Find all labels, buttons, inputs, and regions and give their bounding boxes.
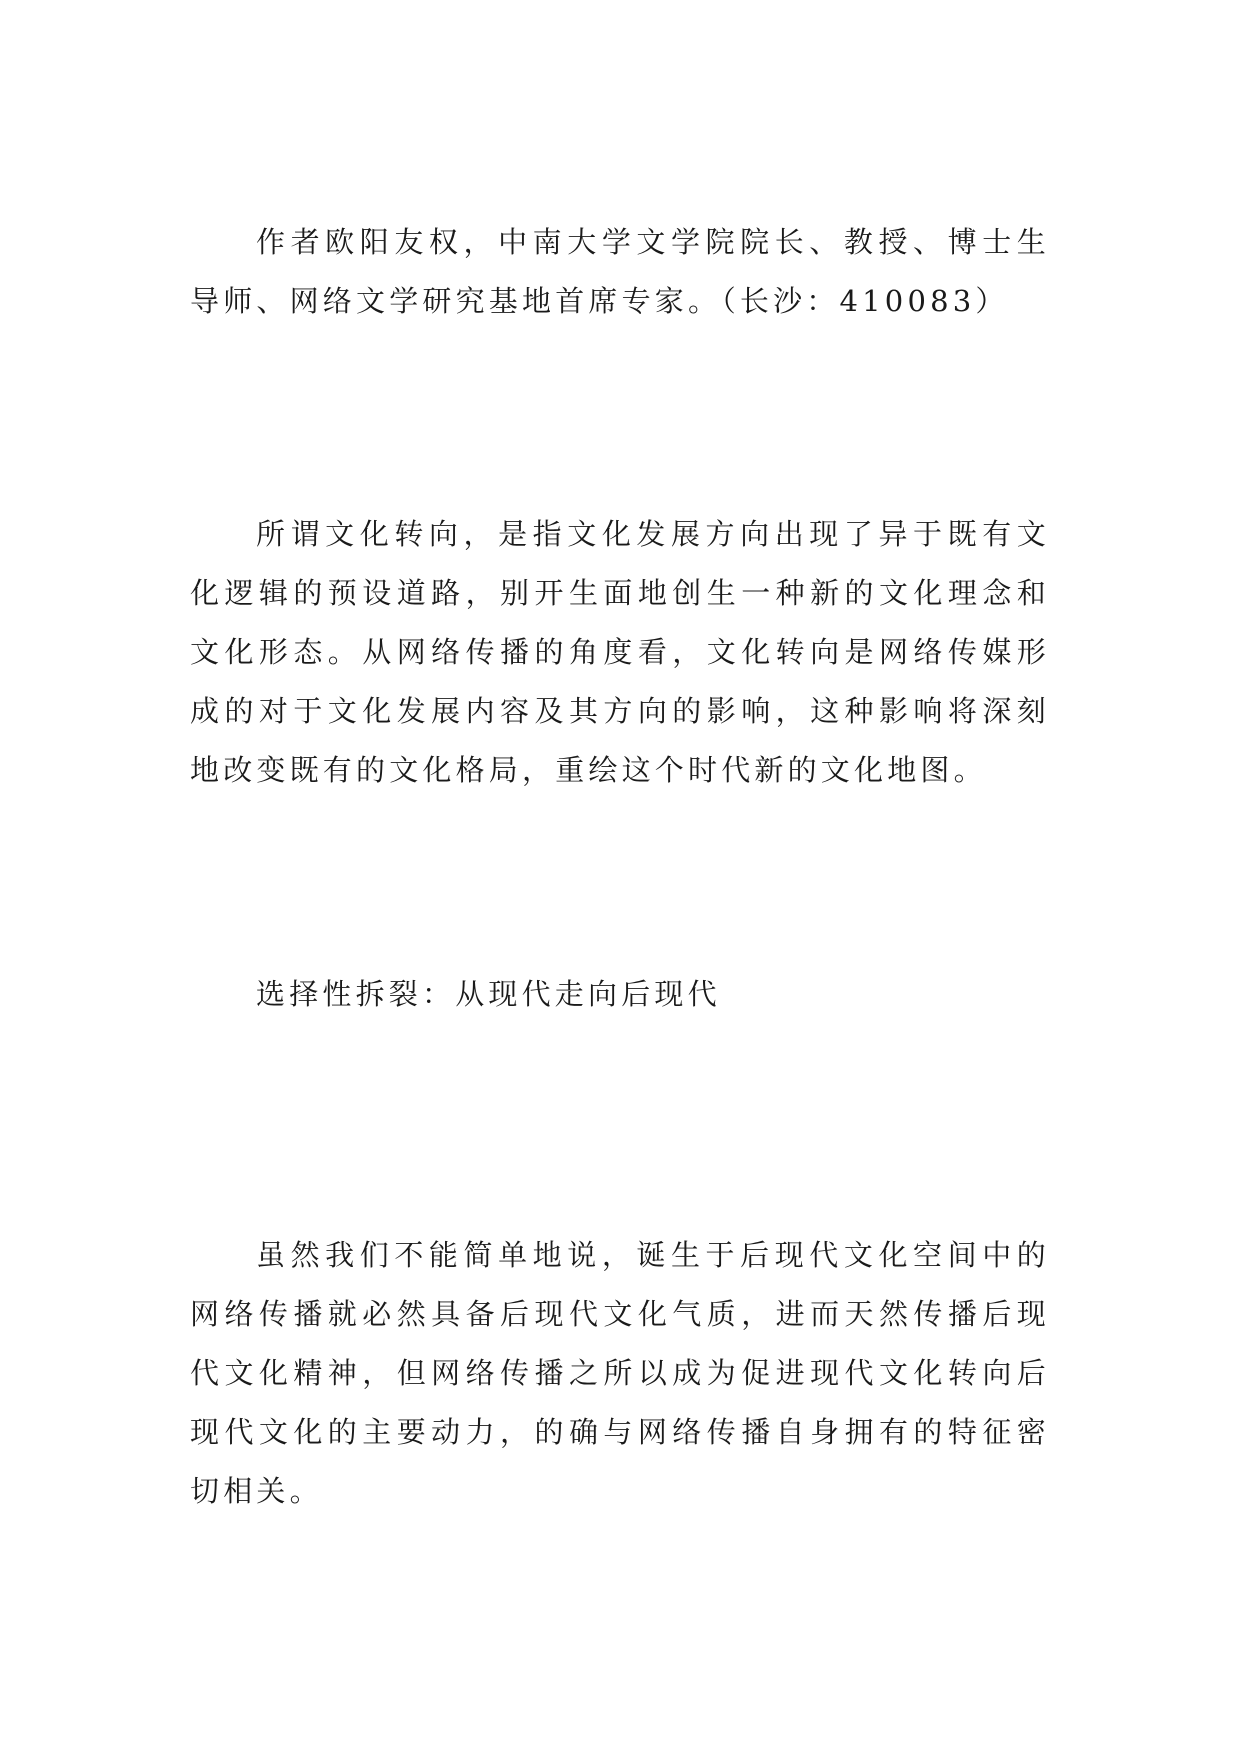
intro-paragraph: 所谓文化转向，是指文化发展方向出现了异于既有文化逻辑的预设道路，别开生面地创生一种新的文化理念和文化形态。从网络传播的角度看，文化转向是网络传媒形成的对于文化发展内容及其方向的影响，这种影响将深刻地改变既有的文化格局，重绘这个时代新的文化地图。	[190, 517, 1050, 787]
section-heading: 选择性拆裂：从现代走向后现代	[256, 977, 721, 1011]
author-note: 作者欧阳友权，中南大学文学院院长、教授、博士生导师、网络文学研究基地首席专家。（长沙：410083）	[190, 225, 1050, 318]
body-paragraph: 虽然我们不能简单地说，诞生于后现代文化空间中的网络传播就必然具备后现代文化气质，进而天然传播后现代文化精神，但网络传播之所以成为促进现代文化转向后现代文化的主要动力，的确与网络传播自身拥有的特征密切相关。	[190, 1238, 1050, 1508]
